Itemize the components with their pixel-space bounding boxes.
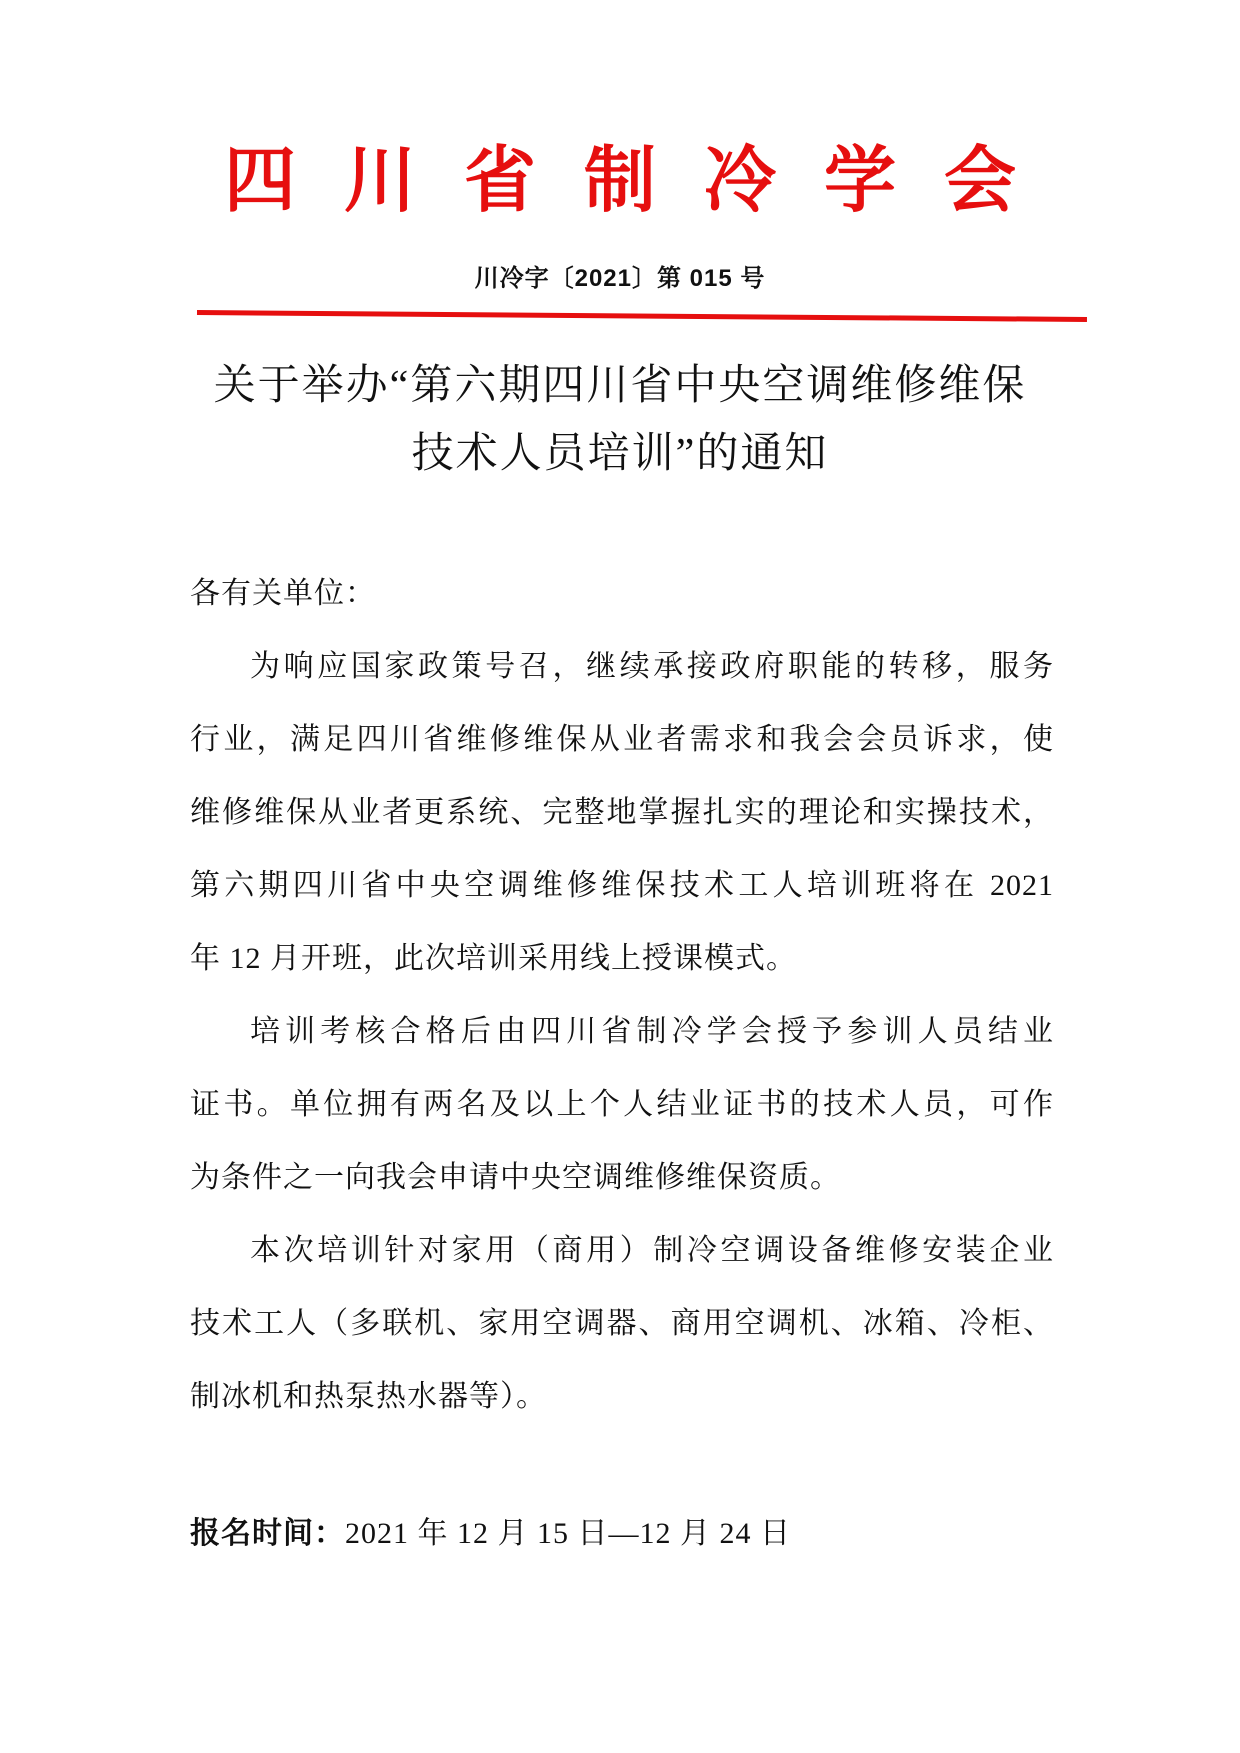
notice-title xyxy=(0,352,1240,488)
body-line: 第六期四川省中央空调维修维保技术工人培训班将在 2021 xyxy=(190,869,1054,902)
body-line: 本次培训针对家用（商用）制冷空调设备维修安装企业 xyxy=(250,1234,1054,1267)
body-line: 技术工人（多联机、家用空调器、商用空调机、冰箱、冷柜、 xyxy=(190,1307,1054,1340)
body-line: 证书。单位拥有两名及以上个人结业证书的技术人员，可作 xyxy=(190,1088,1054,1121)
red-divider-line xyxy=(197,310,1087,322)
body-line: 制冰机和热泵热水器等）。 xyxy=(190,1380,547,1413)
org-title: 四川省制冷学会 xyxy=(223,141,1064,221)
notice-title-line2: 技术人员培训”的通知 xyxy=(411,431,829,477)
body-line: 为条件之一向我会申请中央空调维修维保资质。 xyxy=(190,1161,841,1194)
body-line: 为响应国家政策号召，继续承接政府职能的转移，服务 xyxy=(250,650,1054,683)
body-line: 年 12 月开班，此次培训采用线上授课模式。 xyxy=(190,942,797,975)
signup-line xyxy=(190,1497,791,1570)
body-line: 行业，满足四川省维修维保从业者需求和我会会员诉求，使 xyxy=(190,723,1054,756)
doc-number: 川冷字〔2021〕第 015 号 xyxy=(474,265,766,292)
signup-value: 2021 年 12 月 15 日—12 月 24 日 xyxy=(345,1517,791,1550)
signup-label: 报名时间： xyxy=(190,1517,345,1550)
body-line: 培训考核合格后由四川省制冷学会授予参训人员结业 xyxy=(250,1015,1054,1048)
notice-title-line1: 关于举办“第六期四川省中央空调维修维保 xyxy=(213,363,1027,409)
notice-body xyxy=(190,557,1054,1433)
masthead xyxy=(0,136,1240,226)
body-line: 维修维保从业者更系统、完整地掌握扎实的理论和实操技术， xyxy=(190,796,1054,829)
salutation: 各有关单位： xyxy=(190,577,376,610)
